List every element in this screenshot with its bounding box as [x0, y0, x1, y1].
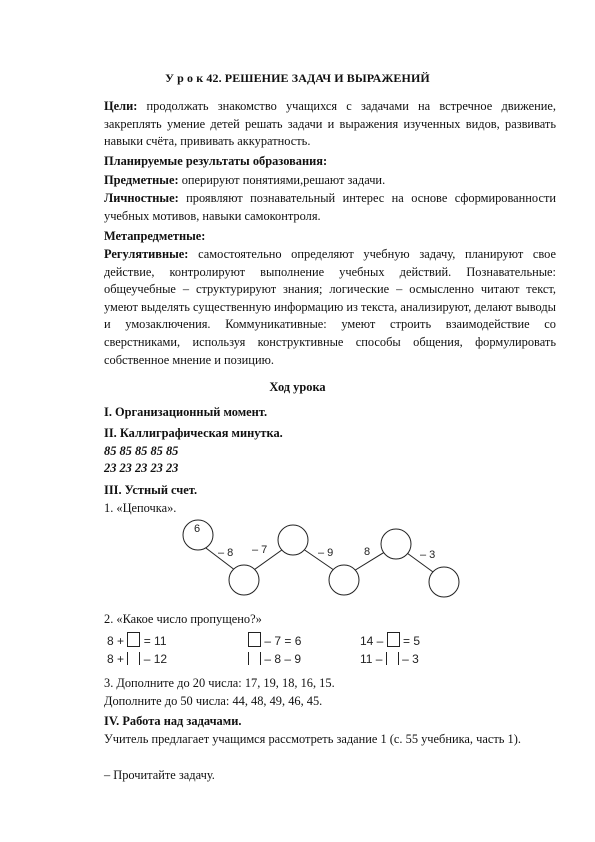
blank-bar — [386, 652, 399, 665]
section-organizational: I. Организационный момент. — [104, 405, 268, 419]
subject-text: оперируют понятиями,решают задачи. — [178, 173, 386, 187]
teacher-instruction: Учитель предлагает учащимся рассмотреть задание 1 (с. 55 учебника, часть 1). — [104, 732, 521, 746]
lesson-heading: Ход урока — [269, 380, 326, 394]
blank-bar — [127, 652, 140, 665]
meta-text: самостоятельно определяют учебную задачу, планируют свое действие, контролируют выполнение учебных действий. Познавательные: общеучебные – структурируют знания; логические – осмысленно читают текст, умеют выделять существенную информацию из текста, анализируют, делают выводы и умозаключения. Коммуникативные: умеют строить взаимодействие со сверстниками, используя конструктивные способы общения, формулировать собственное мнение и позицию. — [104, 247, 556, 367]
chain-node-2 — [229, 565, 259, 595]
chain-node-5 — [381, 529, 411, 559]
blank-box — [387, 632, 400, 647]
section-tasks: IV. Работа над задачами. — [104, 714, 242, 728]
chain-op-5: – 3 — [420, 549, 436, 561]
blank-box — [127, 632, 140, 647]
chain-op-2: – 7 — [252, 544, 268, 556]
regulative-label: Регулятивные: — [104, 247, 189, 261]
chain-node-6 — [429, 567, 459, 597]
chain-node-4 — [329, 565, 359, 595]
chain-op-1: – 8 — [218, 547, 234, 559]
complement-20: 3. Дополните до 20 числа: 17, 19, 18, 16, 15. — [104, 676, 335, 690]
section-calligraphy: II. Каллиграфическая минутка. — [104, 426, 283, 440]
section-oral-count: III. Устный счет. — [104, 483, 198, 497]
personal-label: Личностные: — [104, 191, 179, 205]
chain-op-4: 8 — [364, 546, 371, 558]
lesson-title: У р о к 42. РЕШЕНИЕ ЗАДАЧ И ВЫРАЖЕНИЙ — [165, 71, 430, 85]
equation-1-3: 14 – = 5 — [360, 634, 421, 648]
meta-heading: Метапредметные: — [104, 229, 206, 243]
chain-task-label: 1. «Цепочка». — [104, 501, 177, 515]
planned-results-heading: Планируемые результаты образования: — [104, 154, 328, 168]
complement-50: Дополните до 50 числа: 44, 48, 49, 46, 45. — [104, 694, 323, 708]
equation-1-2: – 7 = 6 — [248, 632, 301, 648]
goals-text: продолжать знакомство учащихся с задачами на встречное движение, закреплять умение детей решать задачи и выражения изученных видов, развивать навыки счёта, прививать аккуратность. — [104, 99, 556, 149]
blank-box — [248, 632, 261, 647]
calligraphy-row-1: 85 85 85 85 85 — [104, 444, 179, 458]
equation-2-2: – 8 – 9 — [248, 652, 301, 666]
equation-1-1: 8 + = 11 — [107, 634, 167, 648]
calligraphy-row-2: 23 23 23 23 23 — [104, 461, 179, 475]
chain-op-3: – 9 — [318, 547, 334, 559]
read-task-prompt: – Прочитайте задачу. — [104, 768, 215, 782]
blank-bar — [248, 652, 261, 665]
chain-start-value: 6 — [194, 523, 201, 535]
equation-2-1: 8 + – 12 — [107, 652, 168, 666]
equation-2-3: 11 – – 3 — [360, 652, 419, 666]
goals-label: Цели: — [104, 99, 138, 113]
chain-node-3 — [278, 525, 308, 555]
subject-label: Предметные: — [104, 173, 179, 187]
personal-text: проявляют познавательный интерес на основе сформированности учебных мотивов, навыки самоконтроля. — [104, 191, 556, 223]
missing-number-label: 2. «Какое число пропущено?» — [104, 612, 262, 626]
